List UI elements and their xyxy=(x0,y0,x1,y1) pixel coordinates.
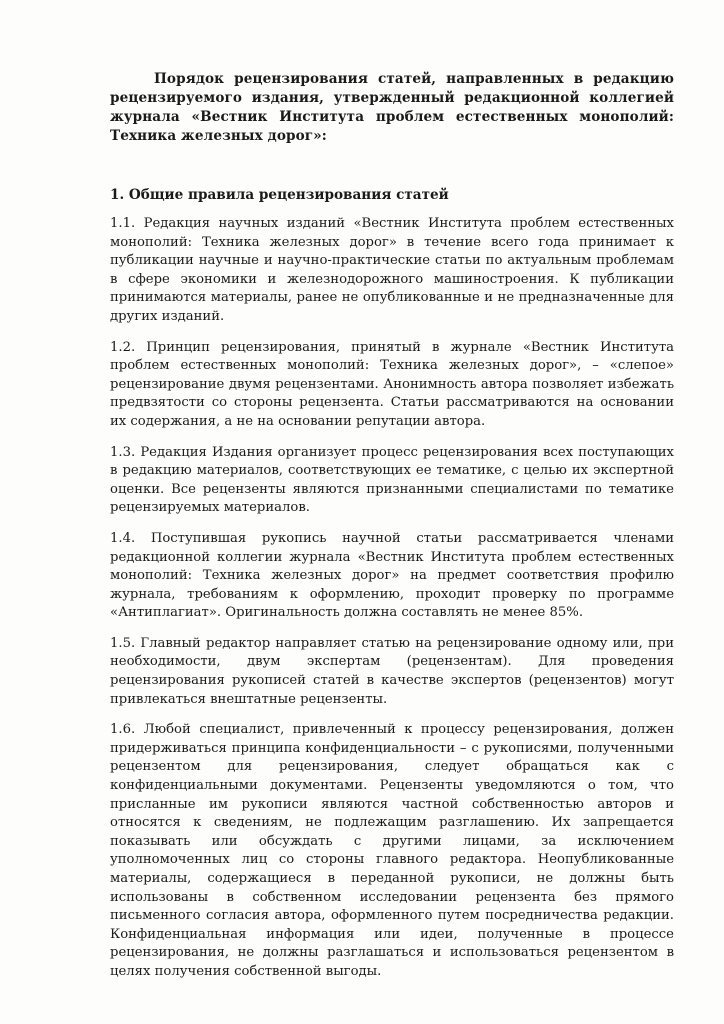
document-title: Порядок рецензирования статей, направленных в редакцию рецензируемого издания, утвержденный редакционной коллегией журнала «Вестник Института проблем естественных монополий: Техника железных дорог»: xyxy=(110,71,674,144)
paragraph-1-5: 1.5. Главный редактор направляет статью на рецензирование одному или, при необходимости, двум экспертам (рецензентам). Для проведения рецензирования рукописей статей в качестве экспертов (рецензентов) могут привлекаться внештатные рецензенты. xyxy=(110,635,674,707)
document-body xyxy=(110,70,674,994)
section-heading: 1. Общие правила рецензирования статей xyxy=(110,187,449,203)
paragraph-1-1: 1.1. Редакция научных изданий «Вестник Института проблем естественных монополий: Техника железных дорог» в течение всего года принимает к публикации научные и научно-практические статьи по актуальным проблемам в сфере экономики и железнодорожного машиностроения. К публикации принимаются материалы, ранее не опубликованные и не предназначенные для других изданий. xyxy=(110,216,674,324)
paragraph-1-4: 1.4. Поступившая рукопись научной статьи рассматривается членами редакционной коллегии журнала «Вестник Института проблем естественных монополий: Техника железных дорог» на предмет соответствия профилю журнала, требованиям к оформлению, проходит проверку по программе «Антиплагиат». Оригинальность должна составлять не менее 85%. xyxy=(110,530,674,621)
paragraph-1-6: 1.6. Любой специалист, привлеченный к процессу рецензирования, должен придерживаться принципа конфиденциальности – с рукописями, полученными рецензентом для рецензирования, следует обращаться как с конфиденциальными документами. Рецензенты уведомляются о том, что присланные им рукописи являются частной собственностью авторов и относятся к сведениям, не подлежащим разглашению. Их запрещается показывать или обсуждать с другими лицами, за исключением уполномоченных лиц со стороны главного редактора. Неопубликованные материалы, содержащиеся в переданной рукописи, не должны быть использованы в собственном исследовании рецензента без прямого письменного согласия автора, оформленного путем посредничества редакции. Конфиденциальная информация или идеи, полученные в процессе рецензирования, не должны разглашаться и использоваться рецензентом в целях получения собственной выгоды. xyxy=(110,722,674,979)
paragraph-1-2: 1.2. Принцип рецензирования, принятый в журнале «Вестник Института проблем естественных монополий: Техника железных дорог», – «слепое» рецензирование двумя рецензентами. Анонимность автора позволяет избежать предвзятости со стороны рецензента. Статьи рассматриваются на основании их содержания, а не на основании репутации автора. xyxy=(110,339,674,429)
paragraph-1-3: 1.3. Редакция Издания организует процесс рецензирования всех поступающих в редакцию материалов, соответствующих ее тематике, с целью их экспертной оценки. Все рецензенты являются признанными специалистами по тематике рецензируемых материалов. xyxy=(110,444,674,516)
